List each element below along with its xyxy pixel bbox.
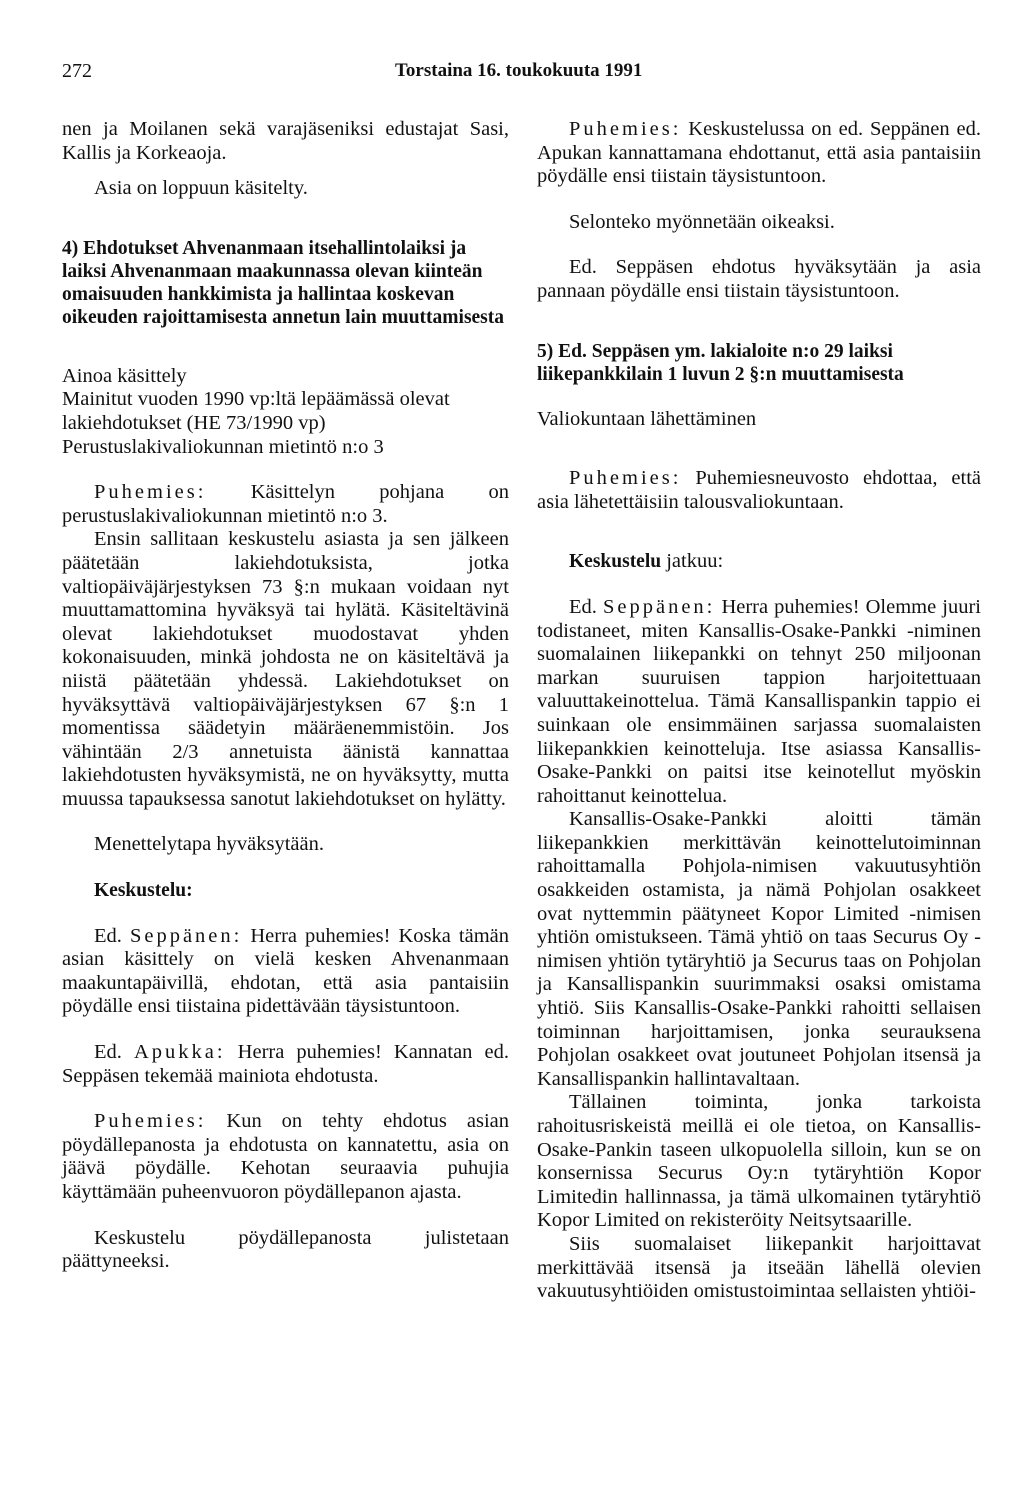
committee-report: Perustuslakivaliokunnan mietintö n:o 3 xyxy=(62,435,384,458)
paragraph: Kansallis-Osake-Pankki aloitti tämän liikepankkien merkittävän keinottelutoiminnan rahoittamalla Pohjola-nimisen vakuutusyhtiön osakkeiden ostamista, ja nämä Pohjolan osakkeet ovat nyttemmin päätyneet Kopor Limited -nimisen yhtiön omistukseen. Tämä yhtiö on taas Securus Oy -nimisen yhtiön tytäryhtiö ja Securus taas on Pohjolan ja Kansallispankin suurimmaksi osaksi omistama yhtiö. Siis Kansallis-Osake-Pankki rahoitti sellaisen toiminnan harjoittamisen, jonka seurauksena Pohjolan osakkeet ovat joutuneet Pohjolan itsensä ja Kansallispankin hallintavaltaan. xyxy=(537,808,981,1090)
paragraph: Tällainen toiminta, jonka tarkoista rahoitusriskeistä meillä ei ole tietoa, on Kansallis-Osake-Pankin taseen ulkopuolella silloin, kun se on konsernissa Securus Oy:n tytäryhtiön Kopor Limitedin hallinnassa, ja tämä ulkomainen tytäryhtiö Kopor Limited on rekisteröity Neitsytsaarille. xyxy=(537,1091,981,1232)
paragraph: Ensin sallitaan keskustelu asiasta ja sen jälkeen päätetään lakiehdotuksista, jotka valtiopäiväjärjestyksen 73 §:n mukaan voidaan nyt muuttamattomina hyväksyä tai hylätä. Käsiteltävinä olevat lakiehdotukset muodostavat yhden kokonaisuuden, minkä johdosta ne on käsiteltävä ja niistä päätetään yhdessä. Lakiehdotukset on hyväksyttävä valtiopäiväjärjestyksen 67 §:n 1 momentissa säädetyin määräenemmistöin. Jos vähintään 2/3 annetuista äänistä kannattaa lakiehdotusten hyväksymistä, ne on hyväksytty, mutta muussa tapauksessa sanotut lakiehdotukset on hylätty. xyxy=(62,528,509,810)
speech-text: Herra puhemies! Olemme juuri todistaneet, miten Kansallis-Osake-Pankki -niminen suomalainen liikepankki on tehnyt 250 miljoonan markan suuruisen tappion harjoitettuaan valuuttakeinottelua. Tämä Kansallispankin tappio ei suinkaan ole ensimmäinen sarjassa suomalaisten liikepankkien keinotteluja. Itse asiassa Kansallis-Osake-Pankki on paitsi itse keinotellut myöskin rahoittanut keinottelua. xyxy=(537,595,981,807)
speaker-name: Puhemies: xyxy=(569,118,682,140)
speech-paragraph xyxy=(62,481,509,528)
title-prefix: Ed. xyxy=(94,1041,134,1064)
paragraph: Keskustelu pöydällepanosta julistetaan päättyneeksi. xyxy=(62,1226,509,1273)
speaker-name: Seppänen: xyxy=(129,924,243,947)
speaker-name: Puhemies: xyxy=(569,467,682,490)
speech-text: Käsittelyn pohjana on perustuslakivaliokunnan mietintö n:o 3. xyxy=(62,481,509,527)
discussion-suffix: jatkuu: xyxy=(661,550,724,573)
speaker-name: Puhemies: xyxy=(94,1110,207,1133)
speech-paragraph xyxy=(62,925,509,1019)
discussion-label: Keskustelu: xyxy=(94,880,193,902)
right-column xyxy=(537,118,981,1304)
discussion-label: Keskustelu xyxy=(569,551,662,573)
speaker-name: Puhemies: xyxy=(94,481,207,504)
procedure-label: Valiokuntaan lähettäminen xyxy=(537,407,757,430)
speech-paragraph xyxy=(62,1041,509,1088)
decision: Ed. Seppäsen ehdotus hyväksytään ja asia pannaan pöydälle ensi tiistain täysistuntoon. xyxy=(537,256,981,302)
speech-text: Keskustelussa on ed. Seppänen ed. Apukan kannattamana ehdottanut, että asia pantaisiin pöydälle ensi tiistain täysistuntoon. xyxy=(537,118,981,188)
title-prefix: Ed. xyxy=(569,595,603,618)
running-title: Torstaina 16. toukokuuta 1991 xyxy=(395,60,643,81)
procedure-reference: Mainitut vuoden 1990 vp:ltä lepäämässä olevat lakiehdotukset (HE 73/1990 vp) xyxy=(62,388,450,434)
speech-text: Puhemiesneuvosto ehdottaa, että asia lähetettäisiin talousvaliokuntaan. xyxy=(537,467,981,513)
paragraph: Asia on loppuun käsitelty. xyxy=(94,177,308,200)
agenda-item-4-heading: 4) Ehdotukset Ahvenanmaan itsehallintolaiksi ja laiksi Ahvenanmaan maakunnassa olevan kiinteän omaisuuden hankkimista ja hallintaa koskevan oikeuden rajoittamisesta annetun lain muuttamisesta xyxy=(62,237,505,328)
discussion-continues xyxy=(537,550,981,574)
speech-text: Herra puhemies! Koska tämän asian käsittely on vielä kesken Ahvenanmaan maakuntapäivillä, ehdotan, että asia pantaisiin pöydälle ensi tiistaina pidettävään täysistuntoon. xyxy=(62,924,509,1018)
procedure-label: Ainoa käsittely xyxy=(62,364,187,387)
left-column xyxy=(62,118,509,1274)
paragraph: Siis suomalaiset liikepankit harjoittavat merkittävää itsensä ja itseään lähellä olevien vakuutusyhtiöiden omistustoimintaa sellaisten yhtiöi- xyxy=(537,1232,981,1303)
speech-text: Kun on tehty ehdotus asian pöydällepanosta ja ehdotusta on kannatettu, asia on jäävä pöydälle. Kehotan seuraavia puhujia käyttämään puheenvuoron pöydällepanon ajasta. xyxy=(62,1110,509,1203)
decision: Selonteko myönnetään oikeaksi. xyxy=(569,210,835,233)
title-prefix: Ed. xyxy=(94,924,130,947)
paragraph: nen ja Moilanen sekä varajäseniksi edustajat Sasi, Kallis ja Korkeaoja. xyxy=(62,118,509,164)
speech-paragraph xyxy=(537,467,981,514)
page-header xyxy=(0,60,1024,90)
page-number: 272 xyxy=(62,60,92,82)
decision: Menettelytapa hyväksytään. xyxy=(94,833,324,856)
speaker-name: Seppänen: xyxy=(602,595,716,618)
speech-text: Herra puhemies! Kannatan ed. Seppäsen tekemää mainiota ehdotusta. xyxy=(62,1041,509,1087)
speech-paragraph xyxy=(62,1110,509,1204)
speech-paragraph xyxy=(537,118,981,189)
speech-paragraph xyxy=(537,596,981,808)
speaker-name: Apukka: xyxy=(133,1041,226,1064)
agenda-item-5-heading: 5) Ed. Seppäsen ym. lakialoite n:o 29 laiksi liikepankkilain 1 luvun 2 §:n muuttamisesta xyxy=(537,340,904,385)
